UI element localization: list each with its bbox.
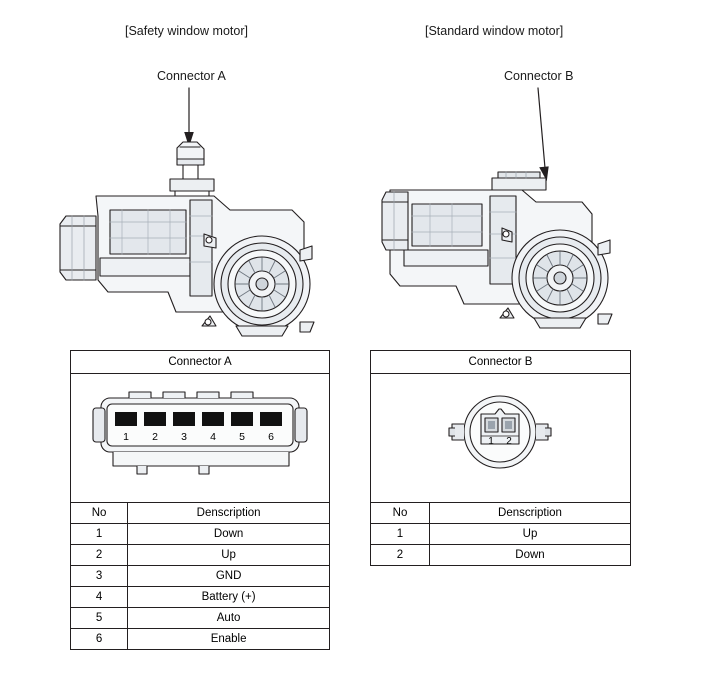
connector-b-header-description: Denscription (430, 503, 631, 524)
table-row (71, 566, 330, 587)
pin-number-label: 3 (181, 431, 187, 443)
cell-description: Down (128, 524, 330, 545)
pin-number-label: 4 (210, 431, 216, 443)
connector-a-pinout-image-cell (71, 374, 330, 503)
connector-a-header-description: Denscription (128, 503, 330, 524)
table-row (71, 524, 330, 545)
cell-description: Enable (128, 629, 330, 650)
pin-number-label: 1 (488, 436, 494, 447)
table-row (71, 545, 330, 566)
table-row (71, 629, 330, 650)
callout-arrow-a (184, 88, 194, 147)
connector-a-title-row (71, 351, 330, 374)
pin-number-label: 6 (268, 431, 274, 443)
table-row (371, 545, 631, 566)
cell-description: Up (430, 524, 631, 545)
cell-no: 3 (71, 566, 128, 587)
callout-label-connector-b: Connector B (504, 69, 574, 83)
safety-window-motor-drawing (60, 142, 314, 336)
pin-number-label: 2 (152, 431, 158, 443)
cell-no: 1 (71, 524, 128, 545)
standard-window-motor-drawing (382, 172, 612, 328)
callout-label-connector-a: Connector A (157, 69, 226, 83)
cell-description: Up (128, 545, 330, 566)
table-row (371, 524, 631, 545)
cell-no: 2 (371, 545, 430, 566)
connector-b-pinout-drawing (371, 374, 629, 502)
connector-a-pinout-drawing (71, 374, 329, 502)
connector-a-image-row (71, 374, 330, 503)
connector-b-image-row (371, 374, 631, 503)
cell-no: 6 (71, 629, 128, 650)
cell-no: 1 (371, 524, 430, 545)
connector-b-title: Connector B (371, 351, 631, 374)
cell-description: Battery (+) (128, 587, 330, 608)
connector-a-header-row (71, 503, 330, 524)
table-row (71, 608, 330, 629)
cell-description: Down (430, 545, 631, 566)
callout-arrow-b (538, 88, 549, 181)
cell-no: 2 (71, 545, 128, 566)
connector-b-header-row (371, 503, 631, 524)
cell-description: GND (128, 566, 330, 587)
connector-b-pinout-image-cell (371, 374, 631, 503)
caption-standard-window-motor: [Standard window motor] (425, 24, 564, 38)
connector-b-table (370, 350, 631, 566)
table-row (71, 587, 330, 608)
cell-description: Auto (128, 608, 330, 629)
connector-a-header-no: No (71, 503, 128, 524)
connector-a-table (70, 350, 330, 650)
pin-number-label: 1 (123, 431, 129, 443)
cell-no: 4 (71, 587, 128, 608)
cell-no: 5 (71, 608, 128, 629)
pin-number-label: 5 (239, 431, 245, 443)
connector-b-header-no: No (371, 503, 430, 524)
connector-b-title-row (371, 351, 631, 374)
caption-safety-window-motor: [Safety window motor] (125, 24, 248, 38)
pin-number-label: 2 (506, 436, 512, 447)
connector-a-title: Connector A (71, 351, 330, 374)
